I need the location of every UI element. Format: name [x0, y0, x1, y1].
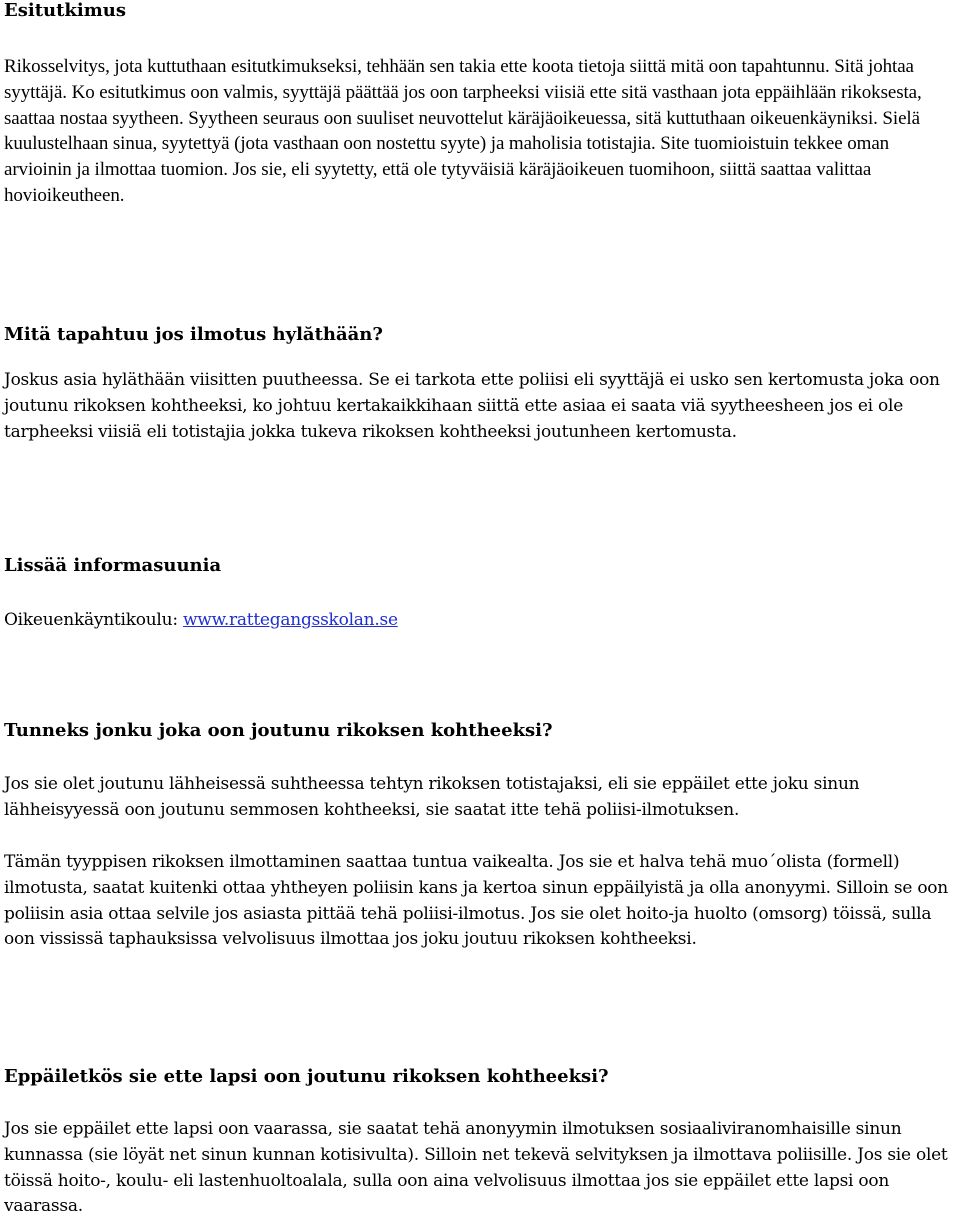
rattegangsskolan-link[interactable]: www.rattegangsskolan.se [182, 610, 398, 630]
paragraph-tunneks-jonku-1: Jos sie olet joutunu lähheisessä suhtheessa tehtyn rikoksen totistajaksi, eli sie eppäilet ette joku sinun lähheisyyessä oon joutunu semmosen kohtheeksi, sie saatat itte tehä poliisi-ilmotuksen. [4, 774, 860, 820]
paragraph-hylatty-ilmotus: Joskus asia hyläthään viisitten puutheessa. Se ei tarkota ette poliisi eli syyttäjä ei usko sen kertomusta joka oon joutunu rikoksen kohtheeksi, ko johtuu kertakaikkihaan siittä ette asiaa ei saata viä syytheesheen jos ei ole tarpheeksi viisiä eli totistajia jokka tukeva rikoksen kohtheeksi joutunheen kertomusta. [4, 370, 940, 442]
section-heading-esitutkimus: Esitutkimus [4, 0, 126, 21]
section-heading-tunneks-jonku: Tunneks jonku joka oon joutunu rikoksen kohtheeksi? [4, 720, 553, 741]
link-line [4, 608, 956, 634]
link-label: Oikeuenkäyntikoulu: [4, 610, 183, 630]
paragraph-esitutkimus: Rikosselvitys, jota kuttuthaan esitutkimukseksi, tehhään sen takia ette koota tietoja siittä mitä oon tapahtunnu. Sitä johtaa syyttäjä. Ko esitutkimus oon valmis, syyttäjä päättää jos oon tarpheeksi viisiä ette sitä vasthaan jota eppäihlään rikoksesta, saattaa nostaa syytheen. Syytheen seuraus oon suuliset neuvottelut käräjäoikeuessa, sitä kuttuthaan oikeuenkäyniksi. Sielä kuulustelhaan sinua, syytettyä (jota vasthaan oon nostettu syyte) ja maholisia totistajia. Site tuomioistuin tekkee oman arvioinin ja ilmottaa tuomion. Jos sie, eli syytetty, että ole tytyväisiä käräjäoikeuen tuomihoon, siittä saattaa valittaa hovioikeutheen. [4, 56, 922, 206]
section-heading-lisaa-informasuunia: Lissää informasuunia [4, 555, 222, 576]
section-heading-eppailetkos: Eppäiletkös sie ette lapsi oon joutunu rikoksen kohtheeksi? [4, 1066, 609, 1087]
paragraph-eppailetkos: Jos sie eppäilet ette lapsi oon vaarassa, sie saatat tehä anonyymin ilmotuksen sosiaaliviranomhaisille sinun kunnassa (sie löyät net sinun kunnan kotisivulta). Silloin net tekevä selvityksen ja ilmottava poliisille. Jos sie olet töissä hoito-, koulu- eli lastenhuoltoalala, sulla oon aina velvolisuus ilmottaa jos sie eppäilet ette lapsi oon vaarassa. [4, 1119, 948, 1217]
paragraph-tunneks-jonku-2: Tämän tyyppisen rikoksen ilmottaminen saattaa tuntua vaikealta. Jos sie et halva tehä muo´olista (formell) ilmotusta, saatat kuitenki ottaa yhtheyen poliisin kans ja kertoa sinun eppäilyistä ja olla anonyymi. Silloin se oon poliisin asia ottaa selvile jos asiasta pittää tehä poliisi-ilmotus. Jos sie olet hoito-ja huolto (omsorg) töissä, sulla oon vississä taphauksissa velvolisuus ilmottaa jos joku joutuu rikoksen kohtheeksi. [4, 852, 948, 950]
section-heading-hylatty-ilmotus: Mitä tapahtuu jos ilmotus hylăthään? [4, 324, 383, 345]
